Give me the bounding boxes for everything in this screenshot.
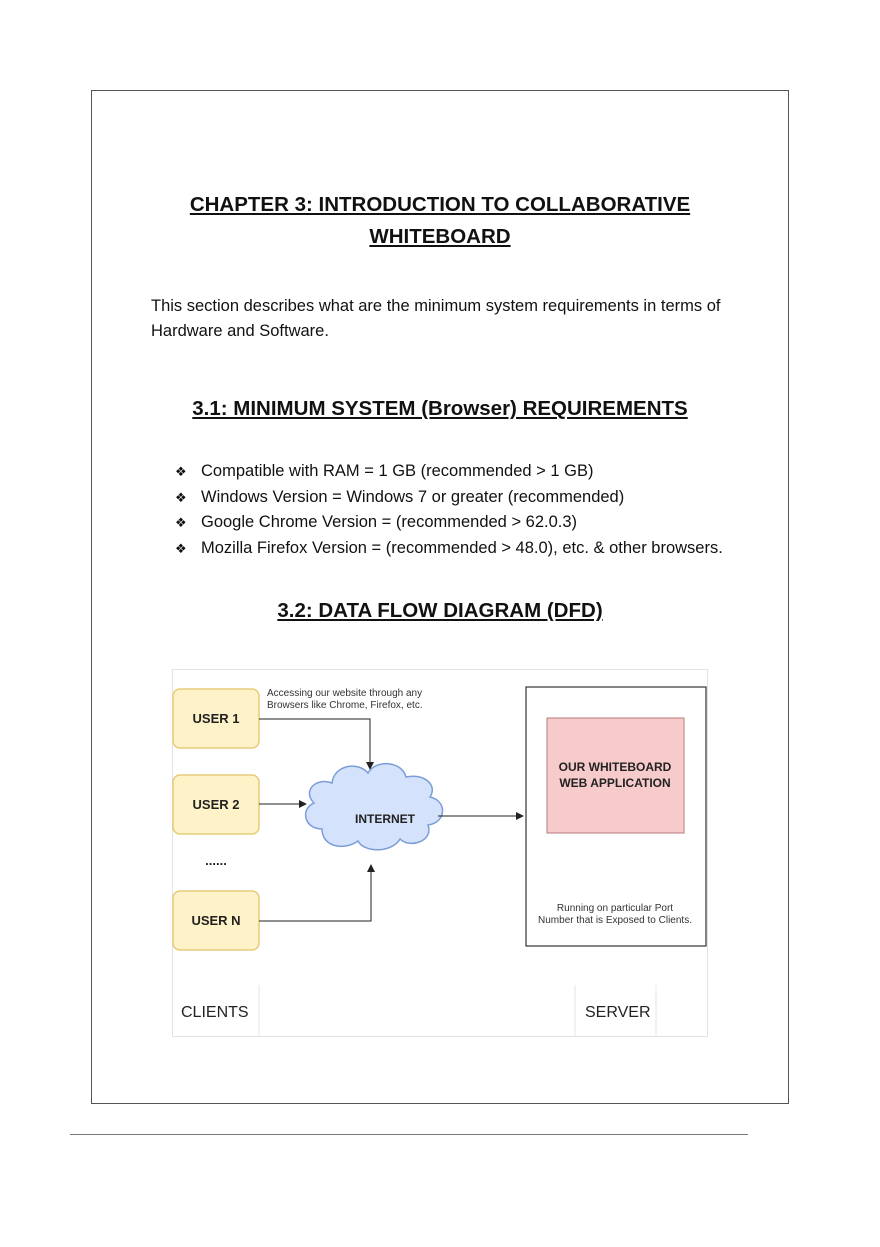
list-item	[175, 459, 723, 485]
internet-label: INTERNET	[355, 812, 415, 826]
intro-paragraph: This section describes what are the minimum system requirements in terms of Hardware and Software.	[151, 297, 721, 340]
port-note-line-1: Running on particular Port	[556, 903, 674, 914]
chapter-title-line-1: CHAPTER 3: INTRODUCTION TO COLLABORATIVE	[189, 193, 691, 216]
diamond-bullet-icon: ❖	[175, 515, 187, 530]
browser-note-line-1: Accessing our website through any	[267, 688, 423, 699]
list-item-text: Google Chrome Version = (recommended > 62.0.3)	[201, 513, 578, 531]
data-flow-diagram	[172, 669, 708, 1037]
diamond-bullet-icon: ❖	[175, 464, 187, 479]
section-3-1-heading: 3.1: MINIMUM SYSTEM (Browser) REQUIREMENTS	[192, 397, 688, 420]
browser-note-line-2: Browsers like Chrome, Firefox, etc.	[267, 700, 423, 711]
port-note-line-2: Number that is Exposed to Clients.	[538, 915, 692, 926]
list-item	[175, 510, 723, 536]
diamond-bullet-icon: ❖	[175, 489, 187, 505]
user-1-label: USER 1	[192, 711, 240, 726]
list-item-text: Mozilla Firefox Version = (recommended > 48.0), etc. & other browsers.	[201, 538, 723, 557]
section-3-2-heading: 3.2: DATA FLOW DIAGRAM (DFD)	[277, 599, 603, 622]
list-item-text: Windows Version = Windows 7 or greater (recommended)	[201, 487, 625, 506]
user-n-label: USER N	[191, 913, 241, 928]
clients-label: CLIENTS	[181, 1004, 249, 1021]
footer-rule	[70, 1134, 748, 1135]
list-item	[175, 485, 723, 511]
requirements-list	[175, 459, 723, 561]
server-label: SERVER	[585, 1004, 651, 1021]
users-ellipsis: ......	[205, 853, 227, 868]
list-item	[175, 536, 723, 562]
chapter-title-line-2: WHITEBOARD	[369, 225, 511, 248]
list-item-text: Compatible with RAM = 1 GB (recommended > 1 GB)	[201, 462, 594, 480]
web-app-label-line-1: OUR WHITEBOARD	[558, 760, 672, 774]
user-2-label: USER 2	[192, 797, 240, 812]
web-app-label-line-2: WEB APPLICATION	[559, 776, 671, 790]
diamond-bullet-icon: ❖	[175, 540, 187, 556]
